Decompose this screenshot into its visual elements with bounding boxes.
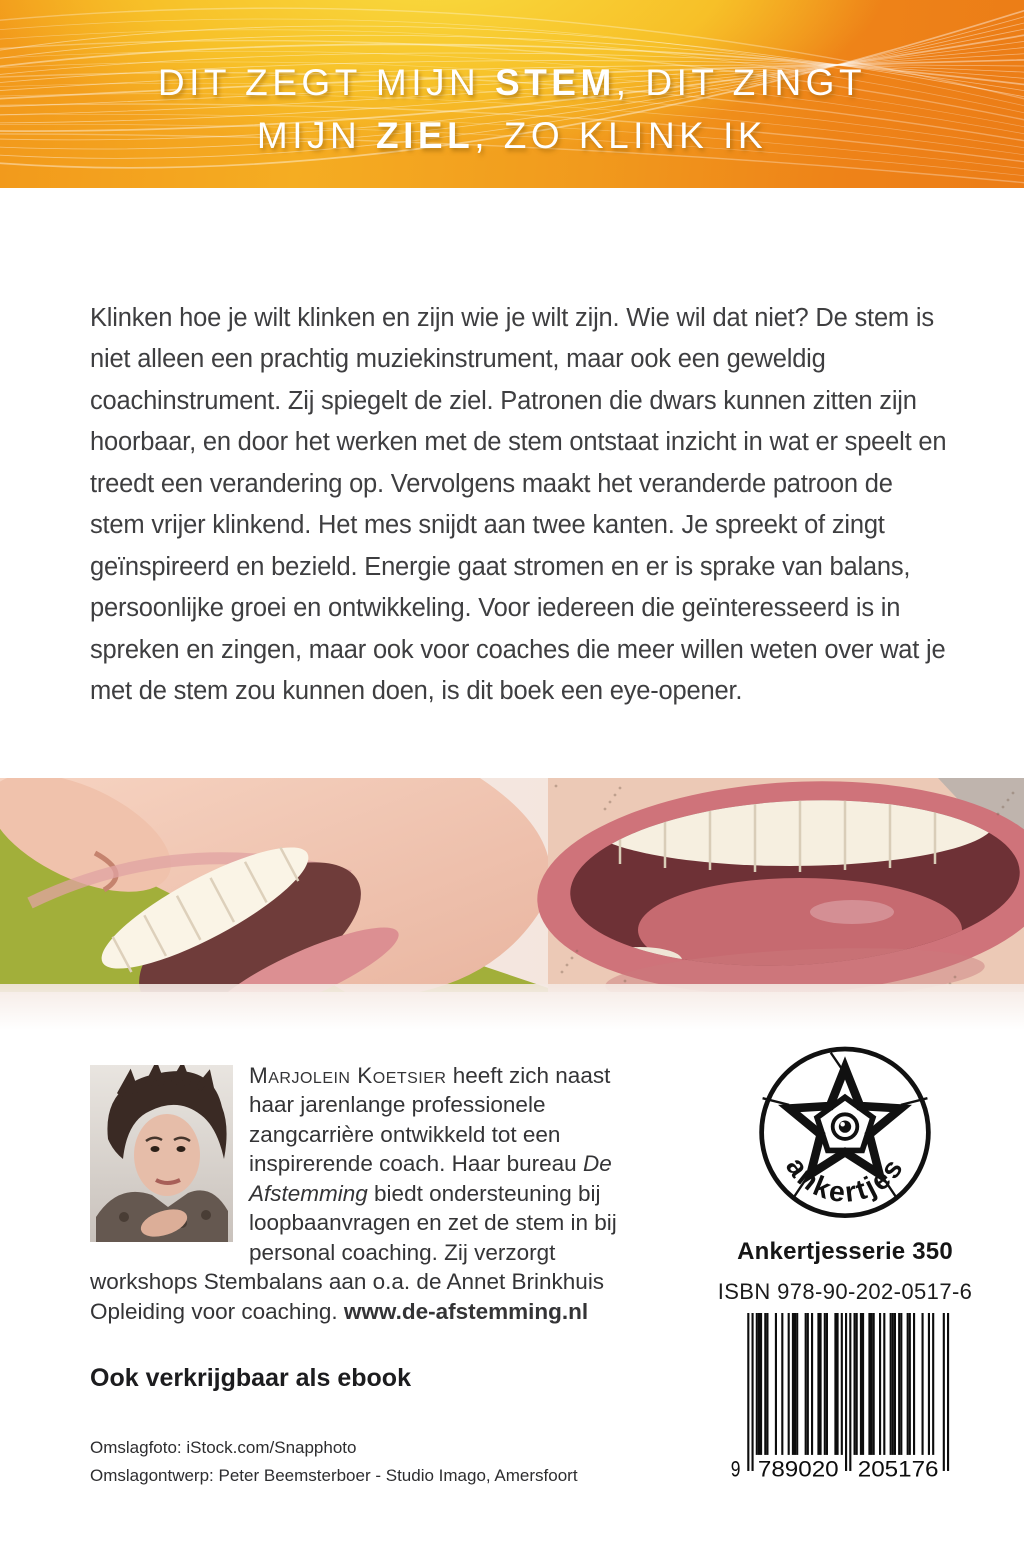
ankertjes-publisher-logo-icon — [755, 1044, 935, 1232]
svg-text:205176: 205176 — [857, 1457, 939, 1479]
author-website: www.de-afstemming.nl — [343, 1298, 589, 1324]
cover-credits — [90, 1434, 578, 1490]
photo-fade-bottom — [0, 984, 1024, 1030]
publisher-column — [695, 1036, 995, 1479]
tagline-text: DIT ZEGT MIJN — [157, 62, 496, 103]
photo-credit: Omslagfoto: iStock.com/Snapphoto — [90, 1438, 357, 1457]
tagline-text: MIJN — [256, 115, 377, 156]
author-bio — [90, 1061, 656, 1327]
tagline-text: , DIT ZINGT — [615, 62, 867, 103]
ean-barcode — [726, 1313, 964, 1479]
ebook-availability-note: Ook verkrijgbaar als ebook — [90, 1364, 411, 1392]
tagline-line2 — [0, 109, 1024, 162]
bio-text: heeft zich naast haar jarenlange professionele zangcarrière ontwikkeld tot een inspirerende coach. Haar bureau — [249, 1062, 611, 1176]
back-cover-blurb: Klinken hoe je wilt klinken en zijn wie je wilt zijn. Wie wil dat niet? De stem is niet alleen een prachtig muziekinstrument, maar ook een geweldig coachinstrument. Zij spiegelt de ziel. Patronen die dwars kunnen zitten zijn hoorbaar, en door het werken met de stem ontstaat inzicht in wat er speelt en treedt een verandering op. Vervolgens maakt het veranderde patroon de stem vrijer klinkend. Het mes snijdt aan twee kanten. Je spreekt of zingt geïnspireerd en bezield. Energie gaat stromen en er is sprake van balans, persoonlijke groei en ontwikkeling. Voor iedereen die geïnteresseerd is in spreken en zingen, maar ook voor coaches die meer willen weten over wat je met de stem zou kunnen doen, is dit boek een eye-opener. — [90, 303, 947, 705]
tagline-text: , ZO KLINK IK — [474, 115, 768, 156]
isbn-label: ISBN 978-90-202-0517-6 — [717, 1279, 973, 1304]
top-banner — [0, 0, 1024, 188]
author-portrait-photo — [90, 1065, 233, 1242]
man-laughing-mouth — [532, 778, 1024, 992]
author-name: Marjolein Koetsier — [249, 1062, 447, 1088]
bio-text: biedt ondersteuning bij loopbaanvragen en zet de stem in bij personal coaching. Zij verzorgt workshops Stembalans aan o.a. de Annet Brinkhuis Opleiding voor coaching. — [90, 1180, 617, 1324]
laughing-faces-photo — [0, 778, 1024, 992]
logo-wordmark: ankertjes — [779, 1151, 911, 1210]
design-credit: Omslagontwerp: Peter Beemsterboer - Studio Imago, Amersfoort — [90, 1466, 578, 1485]
svg-text:789020: 789020 — [757, 1457, 839, 1479]
svg-text:9: 9 — [730, 1457, 741, 1479]
series-label: Ankertjesserie 350 — [737, 1238, 953, 1265]
tagline-bold-stem: STEM — [495, 62, 616, 103]
tagline-bold-ziel: ZIEL — [376, 115, 475, 156]
tagline-line1 — [0, 56, 1024, 109]
tagline — [0, 56, 1024, 162]
bureau-name: De Afstemming — [249, 1151, 612, 1206]
